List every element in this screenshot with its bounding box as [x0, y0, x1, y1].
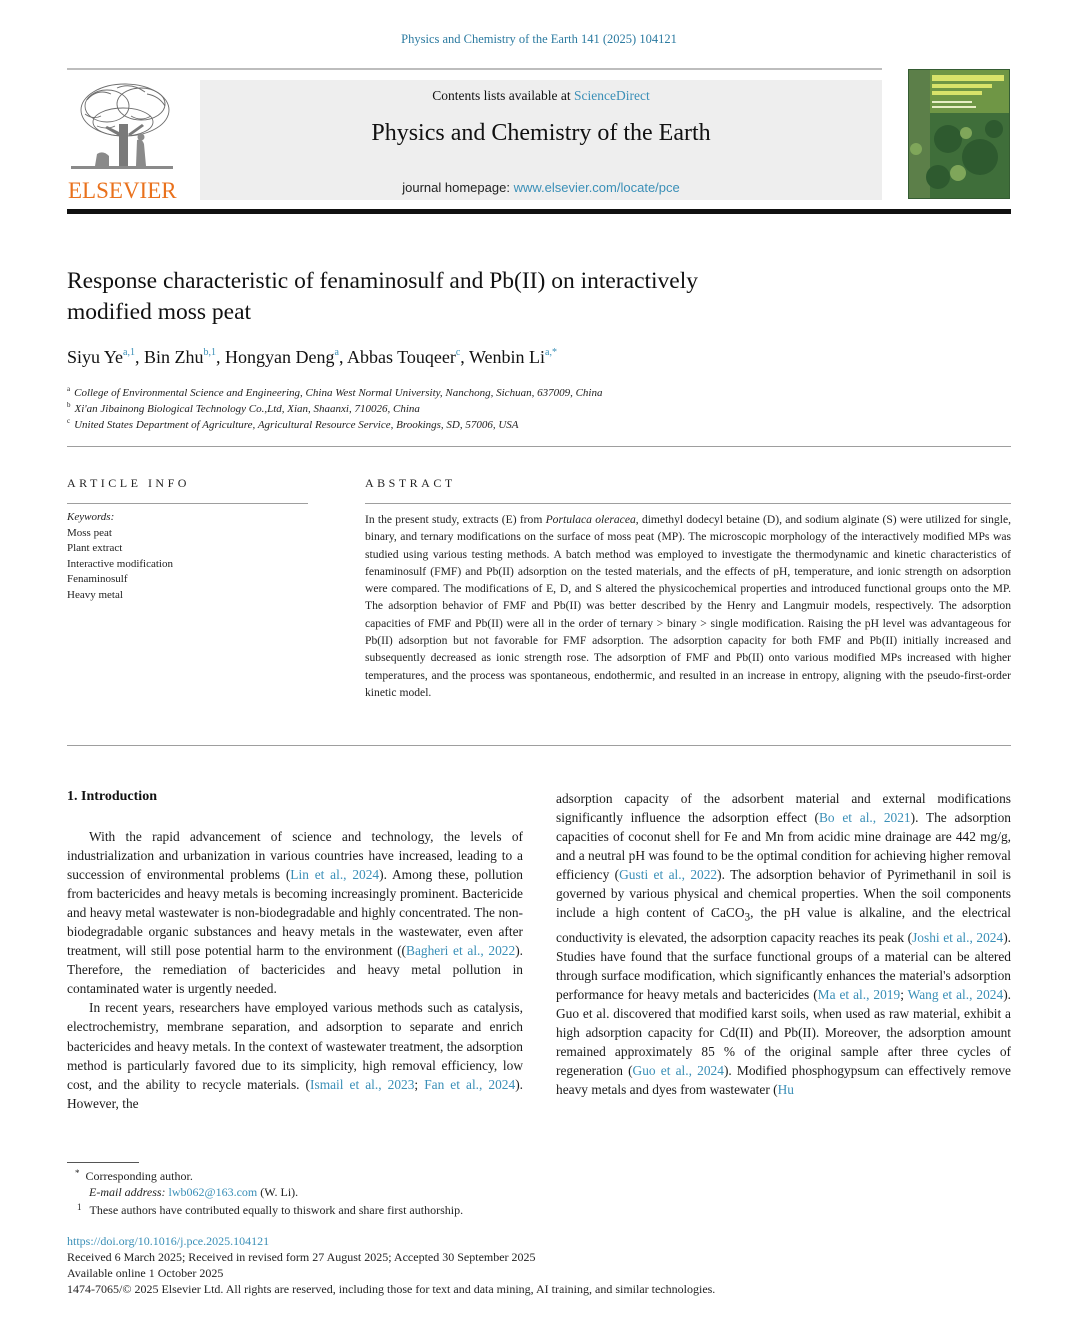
- text-run: With the rapid advancement of science and technology, the levels of industrialization and urbanization in various countries have increased, leading to a succession of environmental problems (: [67, 829, 523, 883]
- abstract-part: In the present study, extracts (E) from: [365, 513, 546, 526]
- elsevier-tree-icon: [67, 80, 177, 205]
- author-affiliation-mark[interactable]: a: [334, 347, 339, 358]
- received-dates: Received 6 March 2025; Received in revised form 27 August 2025; Accepted 30 September 2025: [67, 1250, 536, 1264]
- affiliation-text: United States Department of Agriculture, Agricultural Resource Service, Brookings, SD, 57006, USA: [74, 419, 519, 431]
- citation-link[interactable]: Bagheri et al., 2022: [406, 943, 516, 959]
- intro-paragraph-2-continued: [556, 789, 1011, 1099]
- header-top-rule: [67, 68, 882, 70]
- footnote-text: Corresponding author.: [85, 1169, 193, 1183]
- text-run: In recent years, researchers have employed various methods such as catalysis, electrochemistry, membrane separation, and adsorption to separate and enrich bactericides and heavy metals. In the context of wastewater treatment, the adsorption method is particularly favored due to its simplicity, high removal efficiency, low cost, and the ability to recycle materials. (: [67, 1000, 523, 1092]
- affiliation-rule: [67, 446, 1011, 447]
- affiliation-text: College of Environmental Science and Engineering, China West Normal University, Nanchong, Sichuan, 637009, China: [74, 387, 603, 399]
- doi-link[interactable]: https://doi.org/10.1016/j.pce.2025.104121: [67, 1234, 270, 1248]
- footnote-mark: *: [75, 1168, 80, 1178]
- affiliation: [67, 417, 519, 431]
- intro-paragraph-1: [67, 827, 523, 998]
- email-link[interactable]: lwb062@163.com: [168, 1185, 258, 1199]
- author-name[interactable]: Wenbin Li: [468, 347, 546, 367]
- footnote-corresponding: [67, 1168, 193, 1184]
- text-run: ;: [900, 987, 908, 1003]
- citation-link[interactable]: Wang et al., 2024: [907, 987, 1004, 1003]
- text-run: ;: [414, 1076, 425, 1092]
- keyword: Moss peat: [67, 526, 112, 539]
- abstract-rule: [365, 503, 1011, 504]
- author-name[interactable]: Bin Zhu: [143, 347, 204, 367]
- text-run: ). The adsorption capacities of coconut shell for Fe and Mn from acidic mine drainage are 442 mg/g, and a neutral pH was found to be the optimal condition for achieving higher removal efficiency (: [556, 810, 1011, 883]
- text-run: ). Among these, pollution from bactericides and heavy metals is becoming increasingly prominent. Bactericide and heavy metal wastewater is non-biodegradable and highly concentrated. The non-biodegradable organic substances and heavy metals in the wastewater, even after treatment, will still pose potential harm to the environment ((: [67, 867, 524, 959]
- abstract-species-name: Portulaca oleracea: [545, 513, 636, 526]
- journal-header-box: [200, 80, 882, 200]
- subscript: 3: [744, 911, 751, 924]
- article-title: [67, 266, 967, 328]
- footnote-mark: 1: [77, 1202, 82, 1212]
- article-title-line-2: modified moss peat: [67, 299, 252, 325]
- contents-prefix: Contents lists available at: [432, 88, 574, 103]
- sciencedirect-link[interactable]: ScienceDirect: [574, 88, 650, 103]
- publisher-wordmark: ELSEVIER: [68, 178, 177, 203]
- footnote-text: (W. Li).: [257, 1185, 299, 1199]
- abstract-part: , dimethyl dodecyl betaine (D), and sodium alginate (S) were utilized for single, binary, and ternary modifications on the surface of moss peat (MP). The microscopic morphology of the interactively modified MPs was studied using various testing methods. A batch method was employed to investigate the thermodynamic and kinetic characteristics of fenaminosulf (FMF) and Pb(II) adsorption on the tested materials, and the effects of pH, temperature, and ionic strength on adsorption were compared. The modifications of E, D, and S altered the physicochemical properties and introduced functional groups onto the MP. The adsorption behavior of FMF and Pb(II) was better described by the Henry and Langmuir models, respectively. The adsorption capacities of FMF and Pb(II) were all in the order of ternary > binary > single modification. Raising the pH level was advantageous for Pb(II) adsorption but not favorable for FMF adsorption. The adsorption capacity for both FMF and Pb(II) initially increased and subsequently decreased as ionic strength rose. The adsorption of FMF and Pb(II) onto various modified MPs increased with higher temperatures, and the process was spontaneous, endothermic, and resulted in an increase in entropy, aligning with the pseudo-first-order kinetic model.: [365, 513, 1011, 699]
- author-affiliation-mark[interactable]: b,1: [203, 347, 216, 358]
- intro-right-column: [556, 789, 1011, 1099]
- affiliation-mark: c: [67, 417, 71, 425]
- citation-link[interactable]: Ismail et al., 2023: [310, 1076, 415, 1092]
- keyword: Plant extract: [67, 542, 123, 555]
- text-run: ). Modified phosphogypsum can effectively remove heavy metals and dyes from wastewater (: [556, 1063, 1011, 1098]
- text-run: adsorption capacity of the adsorbent material and external modifications significantly influence the adsorption effect (: [556, 791, 1011, 826]
- article-info-heading: ARTICLE INFO: [67, 476, 190, 490]
- footnote-equal-contribution: [67, 1202, 463, 1218]
- journal-cover-image[interactable]: [908, 69, 1010, 199]
- homepage-prefix: journal homepage:: [402, 180, 514, 195]
- article-history-block: [67, 1233, 715, 1297]
- citation-link[interactable]: Hu: [777, 1082, 794, 1098]
- keywords-block: [67, 510, 173, 604]
- elsevier-logo[interactable]: [67, 80, 177, 205]
- article-info-rule: [67, 503, 308, 504]
- email-label: E-mail address:: [89, 1185, 169, 1199]
- available-online: Available online 1 October 2025: [67, 1266, 224, 1280]
- author-name[interactable]: Siyu Ye: [67, 347, 124, 367]
- abstract-bottom-rule: [67, 745, 1011, 746]
- article-title-line-1: Response characteristic of fenaminosulf and Pb(II) on interactively: [67, 268, 699, 294]
- text-run: ). Guo et al. discovered that modified karst soils, when used as raw material, exhibit a high adsorption capacity for Cd(II) and Pb(II). Moreover, the adsorption amount remained approximately 85 % of the original sample after three cycles of regeneration (: [556, 987, 1012, 1079]
- affiliation-text: Xi'an Jibainong Biological Technology Co.,Ltd, Xian, Shaanxi, 710026, China: [74, 403, 420, 415]
- introduction-heading: 1. Introduction: [67, 789, 157, 804]
- footnote-email: [89, 1185, 298, 1200]
- abstract-heading: ABSTRACT: [365, 476, 456, 490]
- copyright-notice: 1474-7065/© 2025 Elsevier Ltd. All rights are reserved, including those for text and data mining, AI training, and similar technologies.: [67, 1282, 716, 1296]
- author-affiliation-mark[interactable]: a,1: [123, 347, 135, 358]
- keywords-label: Keywords:: [67, 511, 115, 523]
- contents-line: [200, 88, 882, 104]
- keyword: Interactive modification: [67, 557, 173, 570]
- footnote-rule: [67, 1162, 139, 1163]
- citation-link[interactable]: Gusti et al., 2022: [619, 867, 718, 883]
- footnote-text: These authors have contributed equally to thiswork and share first authorship.: [89, 1203, 464, 1217]
- author-affiliation-mark[interactable]: a,*: [545, 347, 557, 358]
- author-affiliation-mark[interactable]: c: [455, 347, 461, 358]
- journal-reference[interactable]: Physics and Chemistry of the Earth 141 (2025) 104121: [401, 32, 677, 46]
- citation-link[interactable]: Ma et al., 2019: [817, 987, 901, 1003]
- citation-link[interactable]: Lin et al., 2024: [290, 867, 380, 883]
- author-list: Siyu Ye$^{a,1}$, Bin Zhu$^{b,1}$, Hongyan Deng$^a$, Abbas Touqeer$^c$, Wenbin $Li^{a,*}$: [67, 347, 557, 367]
- text-run: ). The adsorption behavior of Pyrimethanil in soil is governed by various physical and chemical properties. When the soil components include a high content of CaCO: [556, 867, 1011, 921]
- text-run: ). Therefore, the remediation of bactericides and heavy metal pollution in contaminated water is urgently needed.: [67, 943, 523, 997]
- affiliation-mark: b: [67, 401, 71, 409]
- text-run: , the pH value is alkaline, and the electrical conductivity is elevated, the adsorption capacity reaches its peak (: [556, 905, 1012, 945]
- text-run: ). However, the: [67, 1076, 523, 1111]
- homepage-line: [200, 180, 882, 195]
- affiliation-mark: a: [67, 385, 71, 393]
- header-thick-rule: [67, 209, 1011, 214]
- citation-link[interactable]: Bo et al., 2021: [819, 810, 911, 826]
- citation-link[interactable]: Joshi et al., 2024: [912, 930, 1004, 945]
- affiliation: [67, 385, 602, 399]
- citation-link[interactable]: Fan et al., 2024: [424, 1076, 516, 1092]
- intro-left-column: [67, 827, 523, 1113]
- keyword: Fenaminosulf: [67, 573, 128, 586]
- author-name[interactable]: Hongyan Deng: [225, 347, 335, 367]
- abstract-text: [365, 511, 1011, 701]
- journal-cover-icon: [908, 69, 1010, 199]
- text-run: ). Studies have found that the surface functional groups of a material can be altered through surface modification, which significantly enhances the material's adsorption performance for heavy metals and bactericides (: [556, 930, 1011, 1003]
- journal-title: Physics and Chemistry of the Earth: [371, 120, 711, 146]
- homepage-link[interactable]: www.elsevier.com/locate/pce: [513, 180, 680, 195]
- keyword: Heavy metal: [67, 588, 123, 601]
- affiliation: [67, 401, 420, 415]
- intro-paragraph-2: [67, 998, 523, 1112]
- citation-link[interactable]: Guo et al., 2024: [632, 1063, 724, 1079]
- author-name[interactable]: Abbas Touqeer: [346, 347, 456, 367]
